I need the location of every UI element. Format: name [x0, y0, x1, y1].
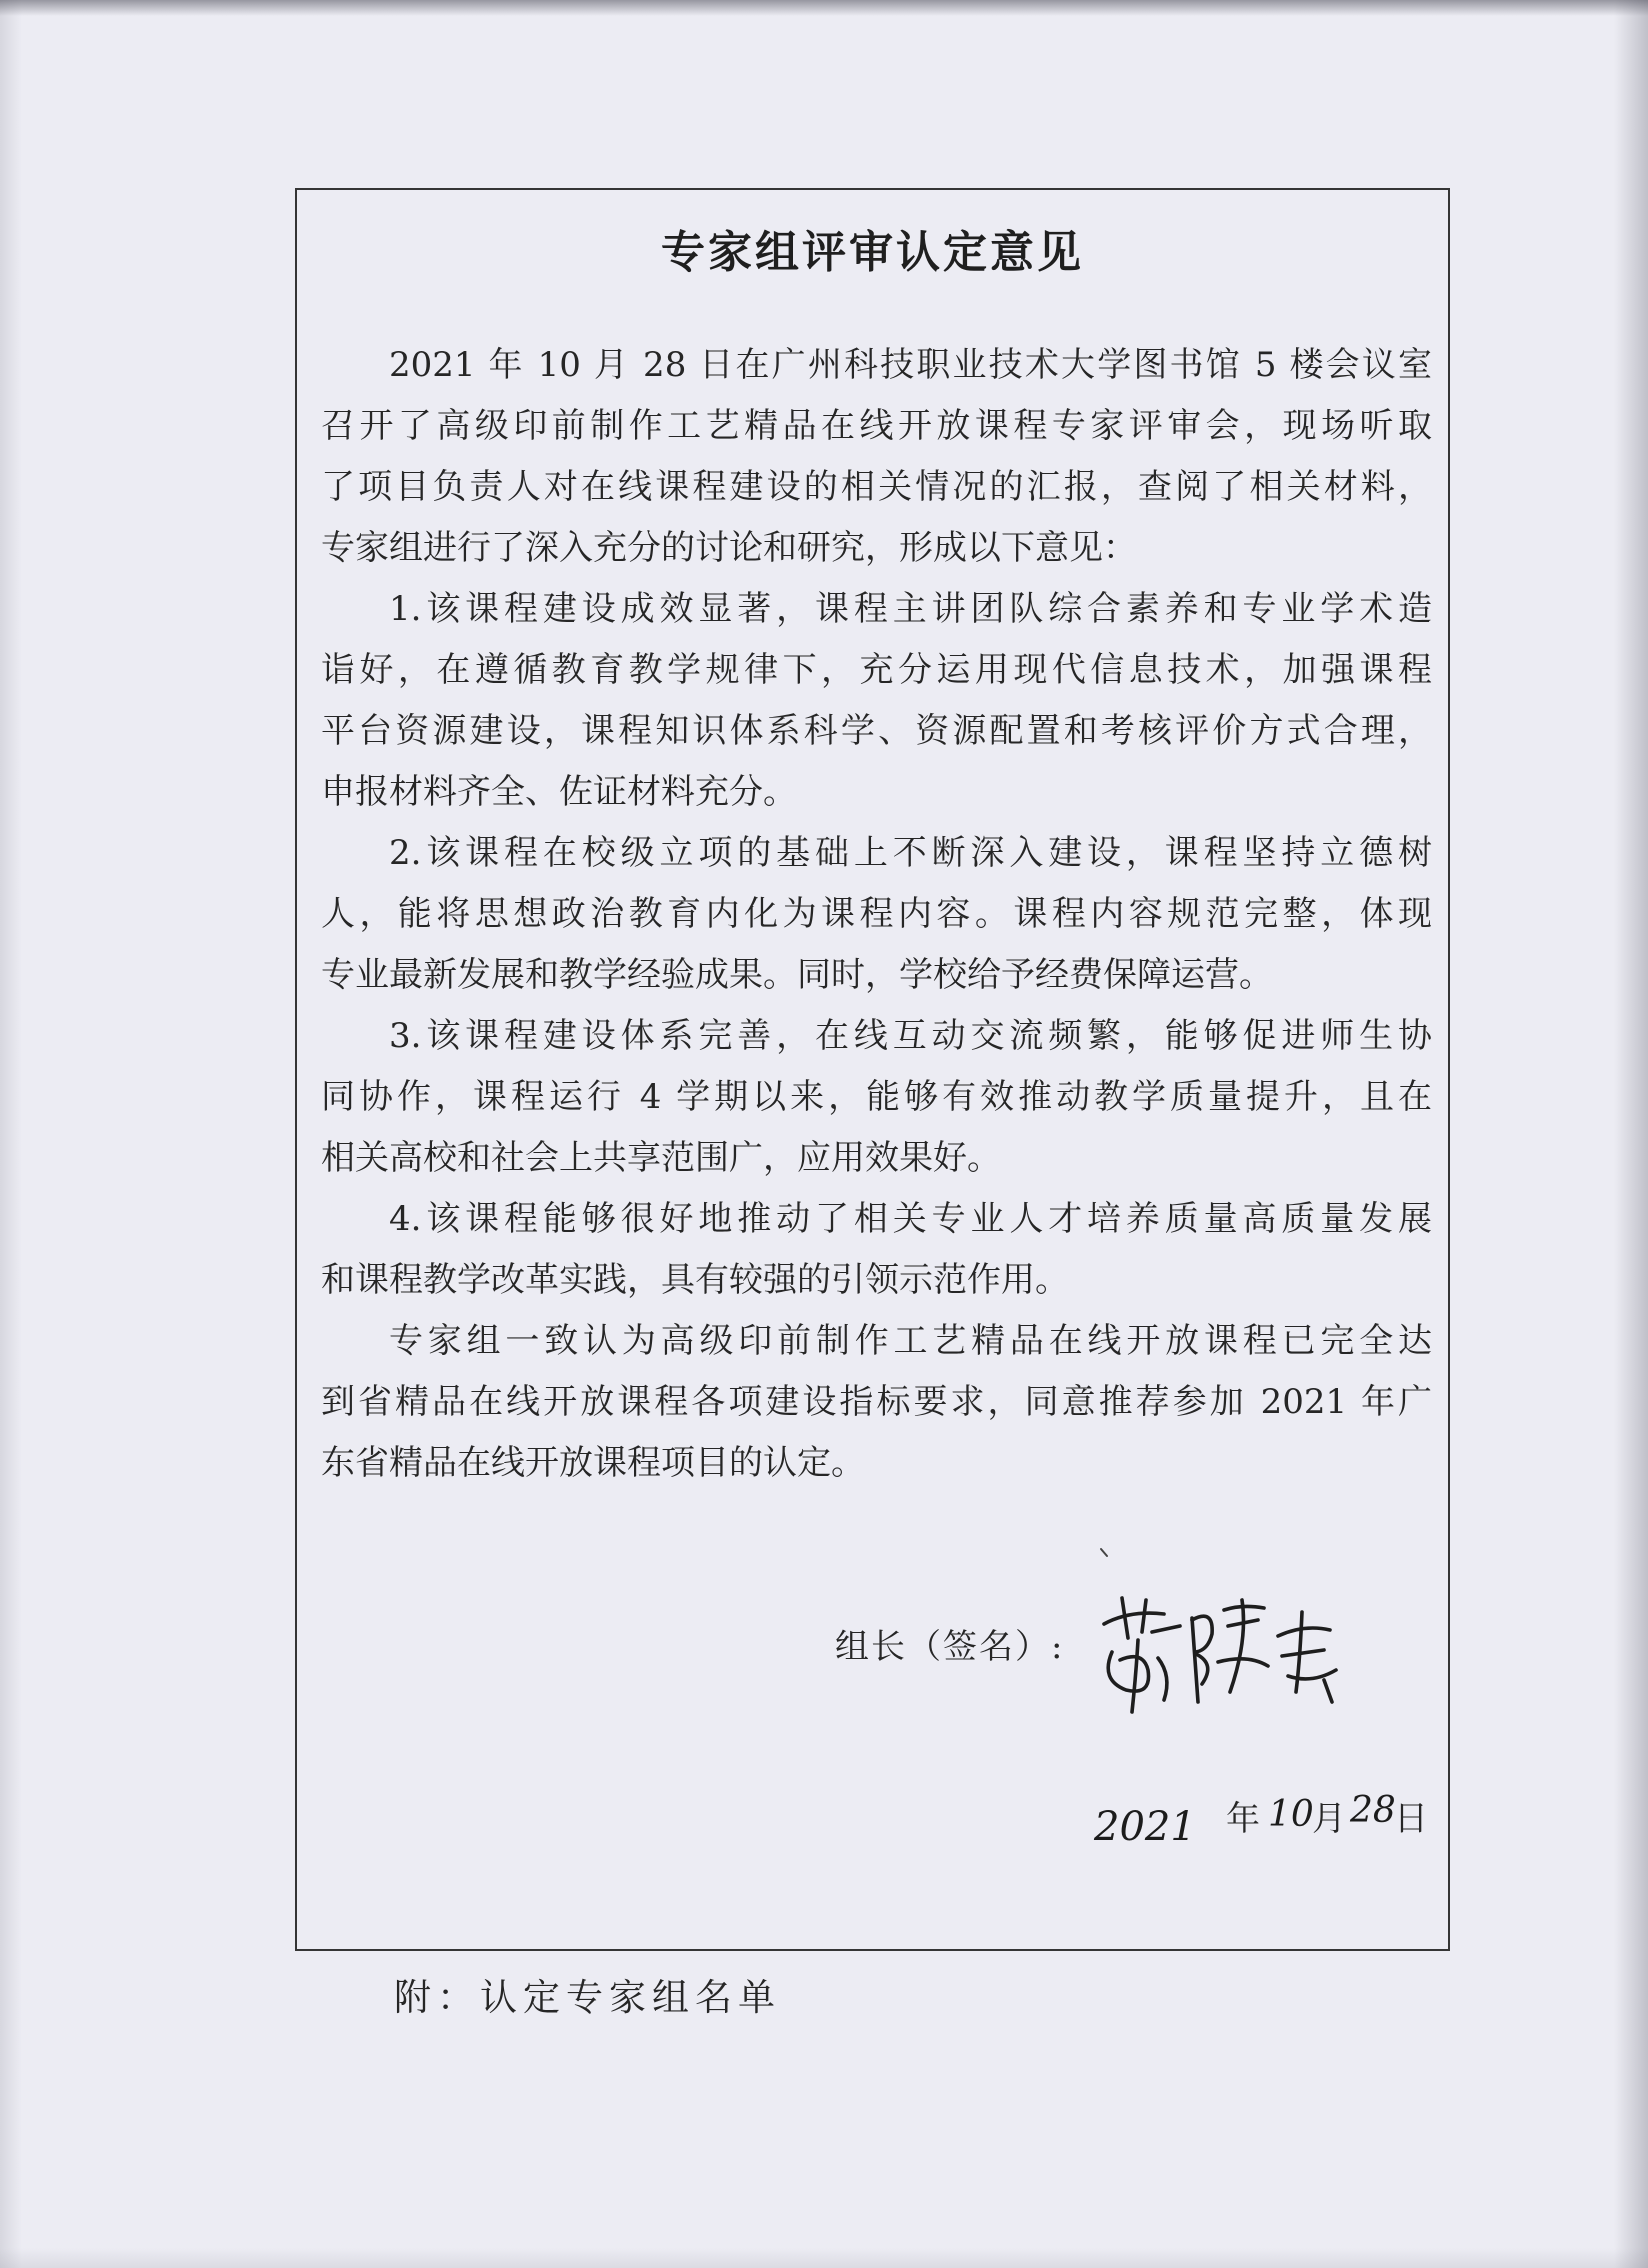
- paragraph-opinion-3: [321, 1006, 1432, 1189]
- text-line: 4.该课程能够很好地推动了相关专业人才培养质量高质量发展: [389, 1199, 1432, 1239]
- pen-mark: [1098, 1546, 1112, 1560]
- text-line: 诣好，在遵循教育教学规律下，充分运用现代信息技术，加强课程: [321, 650, 1432, 690]
- date-year: 2021: [1094, 1804, 1196, 1850]
- text-line: 专家组一致认为高级印前制作工艺精品在线开放课程已完全达: [389, 1321, 1432, 1361]
- text-line: 召开了高级印前制作工艺精品在线开放课程专家评审会，现场听取: [321, 406, 1432, 446]
- text-line: 了项目负责人对在线课程建设的相关情况的汇报，查阅了相关材料，: [321, 467, 1432, 507]
- date-month-unit: 月: [1312, 1799, 1346, 1839]
- paragraph-conclusion: [321, 1311, 1432, 1494]
- opinion-body: [321, 335, 1432, 1494]
- text-line: 1.该课程建设成效显著，课程主讲团队综合素养和专业学术造: [389, 589, 1432, 629]
- text-line: 专业最新发展和教学经验成果。同时，学校给予经费保障运营。: [321, 955, 1273, 995]
- date-month: 10: [1268, 1794, 1314, 1835]
- text-line: 专家组进行了深入充分的讨论和研究，形成以下意见：: [321, 528, 1137, 568]
- signature-label: 组长（签名）:: [835, 1627, 1065, 1667]
- text-line: 2.该课程在校级立项的基础上不断深入建设，课程坚持立德树: [389, 833, 1432, 873]
- paragraph-opinion-1: [321, 579, 1432, 823]
- date-year-unit: 年: [1226, 1799, 1260, 1839]
- text-line: 同协作，课程运行 4 学期以来，能够有效推动教学质量提升，且在: [321, 1077, 1432, 1117]
- paragraph-intro: [321, 335, 1432, 579]
- text-line: 2021 年 10 月 28 日在广州科技职业技术大学图书馆 5 楼会议室: [389, 345, 1432, 385]
- text-line: 3.该课程建设体系完善，在线互动交流频繁，能够促进师生协: [389, 1016, 1432, 1056]
- text-line: 人，能将思想政治教育内化为课程内容。课程内容规范完整，体现: [321, 894, 1432, 934]
- date-day: 28: [1350, 1790, 1396, 1831]
- attachment-note: 附：认定专家组名单: [394, 1976, 781, 2019]
- page-title: 专家组评审认定意见: [661, 227, 1084, 278]
- signing-date: [1080, 1785, 1440, 1855]
- date-day-unit: 日: [1394, 1799, 1428, 1839]
- text-line: 东省精品在线开放课程项目的认定。: [321, 1443, 865, 1483]
- paragraph-opinion-2: [321, 823, 1432, 1006]
- text-line: 平台资源建设，课程知识体系科学、资源配置和考核评价方式合理，: [321, 711, 1432, 751]
- text-line: 和课程教学改革实践，具有较强的引领示范作用。: [321, 1260, 1069, 1300]
- text-line: 到省精品在线开放课程各项建设指标要求，同意推荐参加 2021 年广: [321, 1382, 1432, 1422]
- paragraph-opinion-4: [321, 1189, 1432, 1311]
- text-line: 相关高校和社会上共享范围广，应用效果好。: [321, 1138, 1001, 1178]
- text-line: 申报材料齐全、佐证材料充分。: [321, 772, 797, 812]
- handwritten-signature: [1092, 1580, 1342, 1730]
